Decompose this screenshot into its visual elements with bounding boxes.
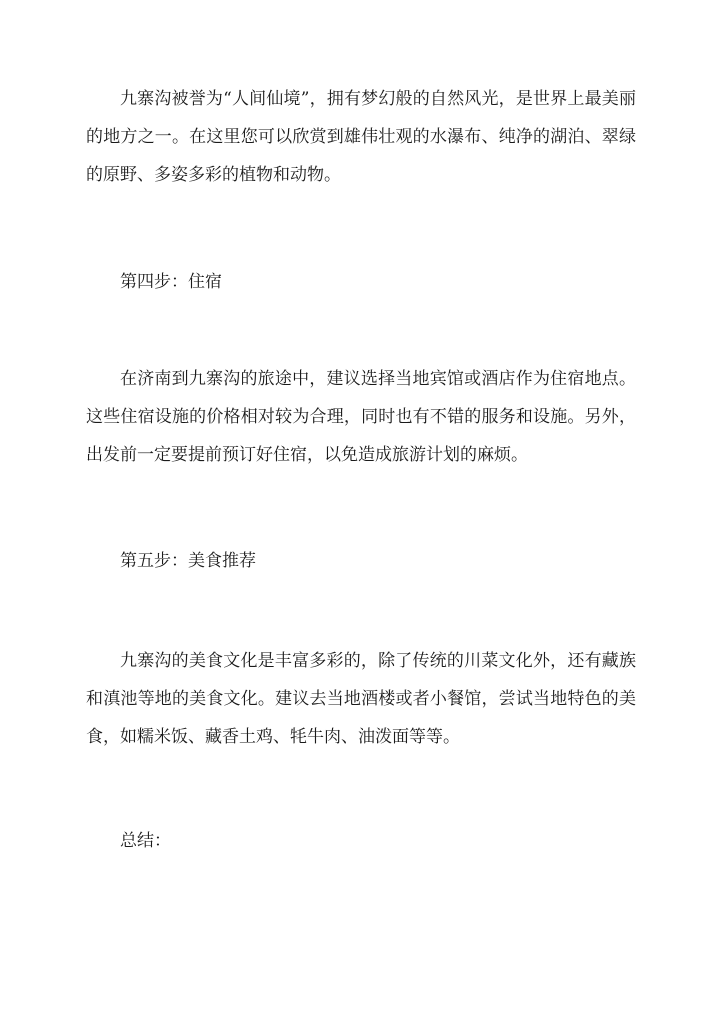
heading-summary: 总结： — [120, 831, 171, 851]
heading-step-four-lodging: 第四步：住宿 — [120, 272, 222, 292]
paragraph-lodging: 在济南到九寨沟的旅途中，建议选择当地宾馆或酒店作为住宿地点。这些住宿设施的价格相对较为合理，同时也有不错的服务和设施。另外，出发前一定要提前预订好住宿，以免造成旅游计划的麻烦。 — [86, 369, 636, 465]
paragraph-food: 九寨沟的美食文化是丰富多彩的，除了传统的川菜文化外，还有藏族和滇池等地的美食文化。建议去当地酒楼或者小餐馆，尝试当地特色的美食，如糯米饭、藏香土鸡、牦牛肉、油泼面等等。 — [86, 651, 636, 747]
paragraph-jiuzhaigou-intro: 九寨沟被誉为“人间仙境”，拥有梦幻般的自然风光，是世界上最美丽的地方之一。在这里您可以欣赏到雄伟壮观的水瀑布、纯净的湖泊、翠绿的原野、多姿多彩的植物和动物。 — [86, 89, 636, 185]
heading-step-five-food: 第五步：美食推荐 — [120, 551, 256, 571]
